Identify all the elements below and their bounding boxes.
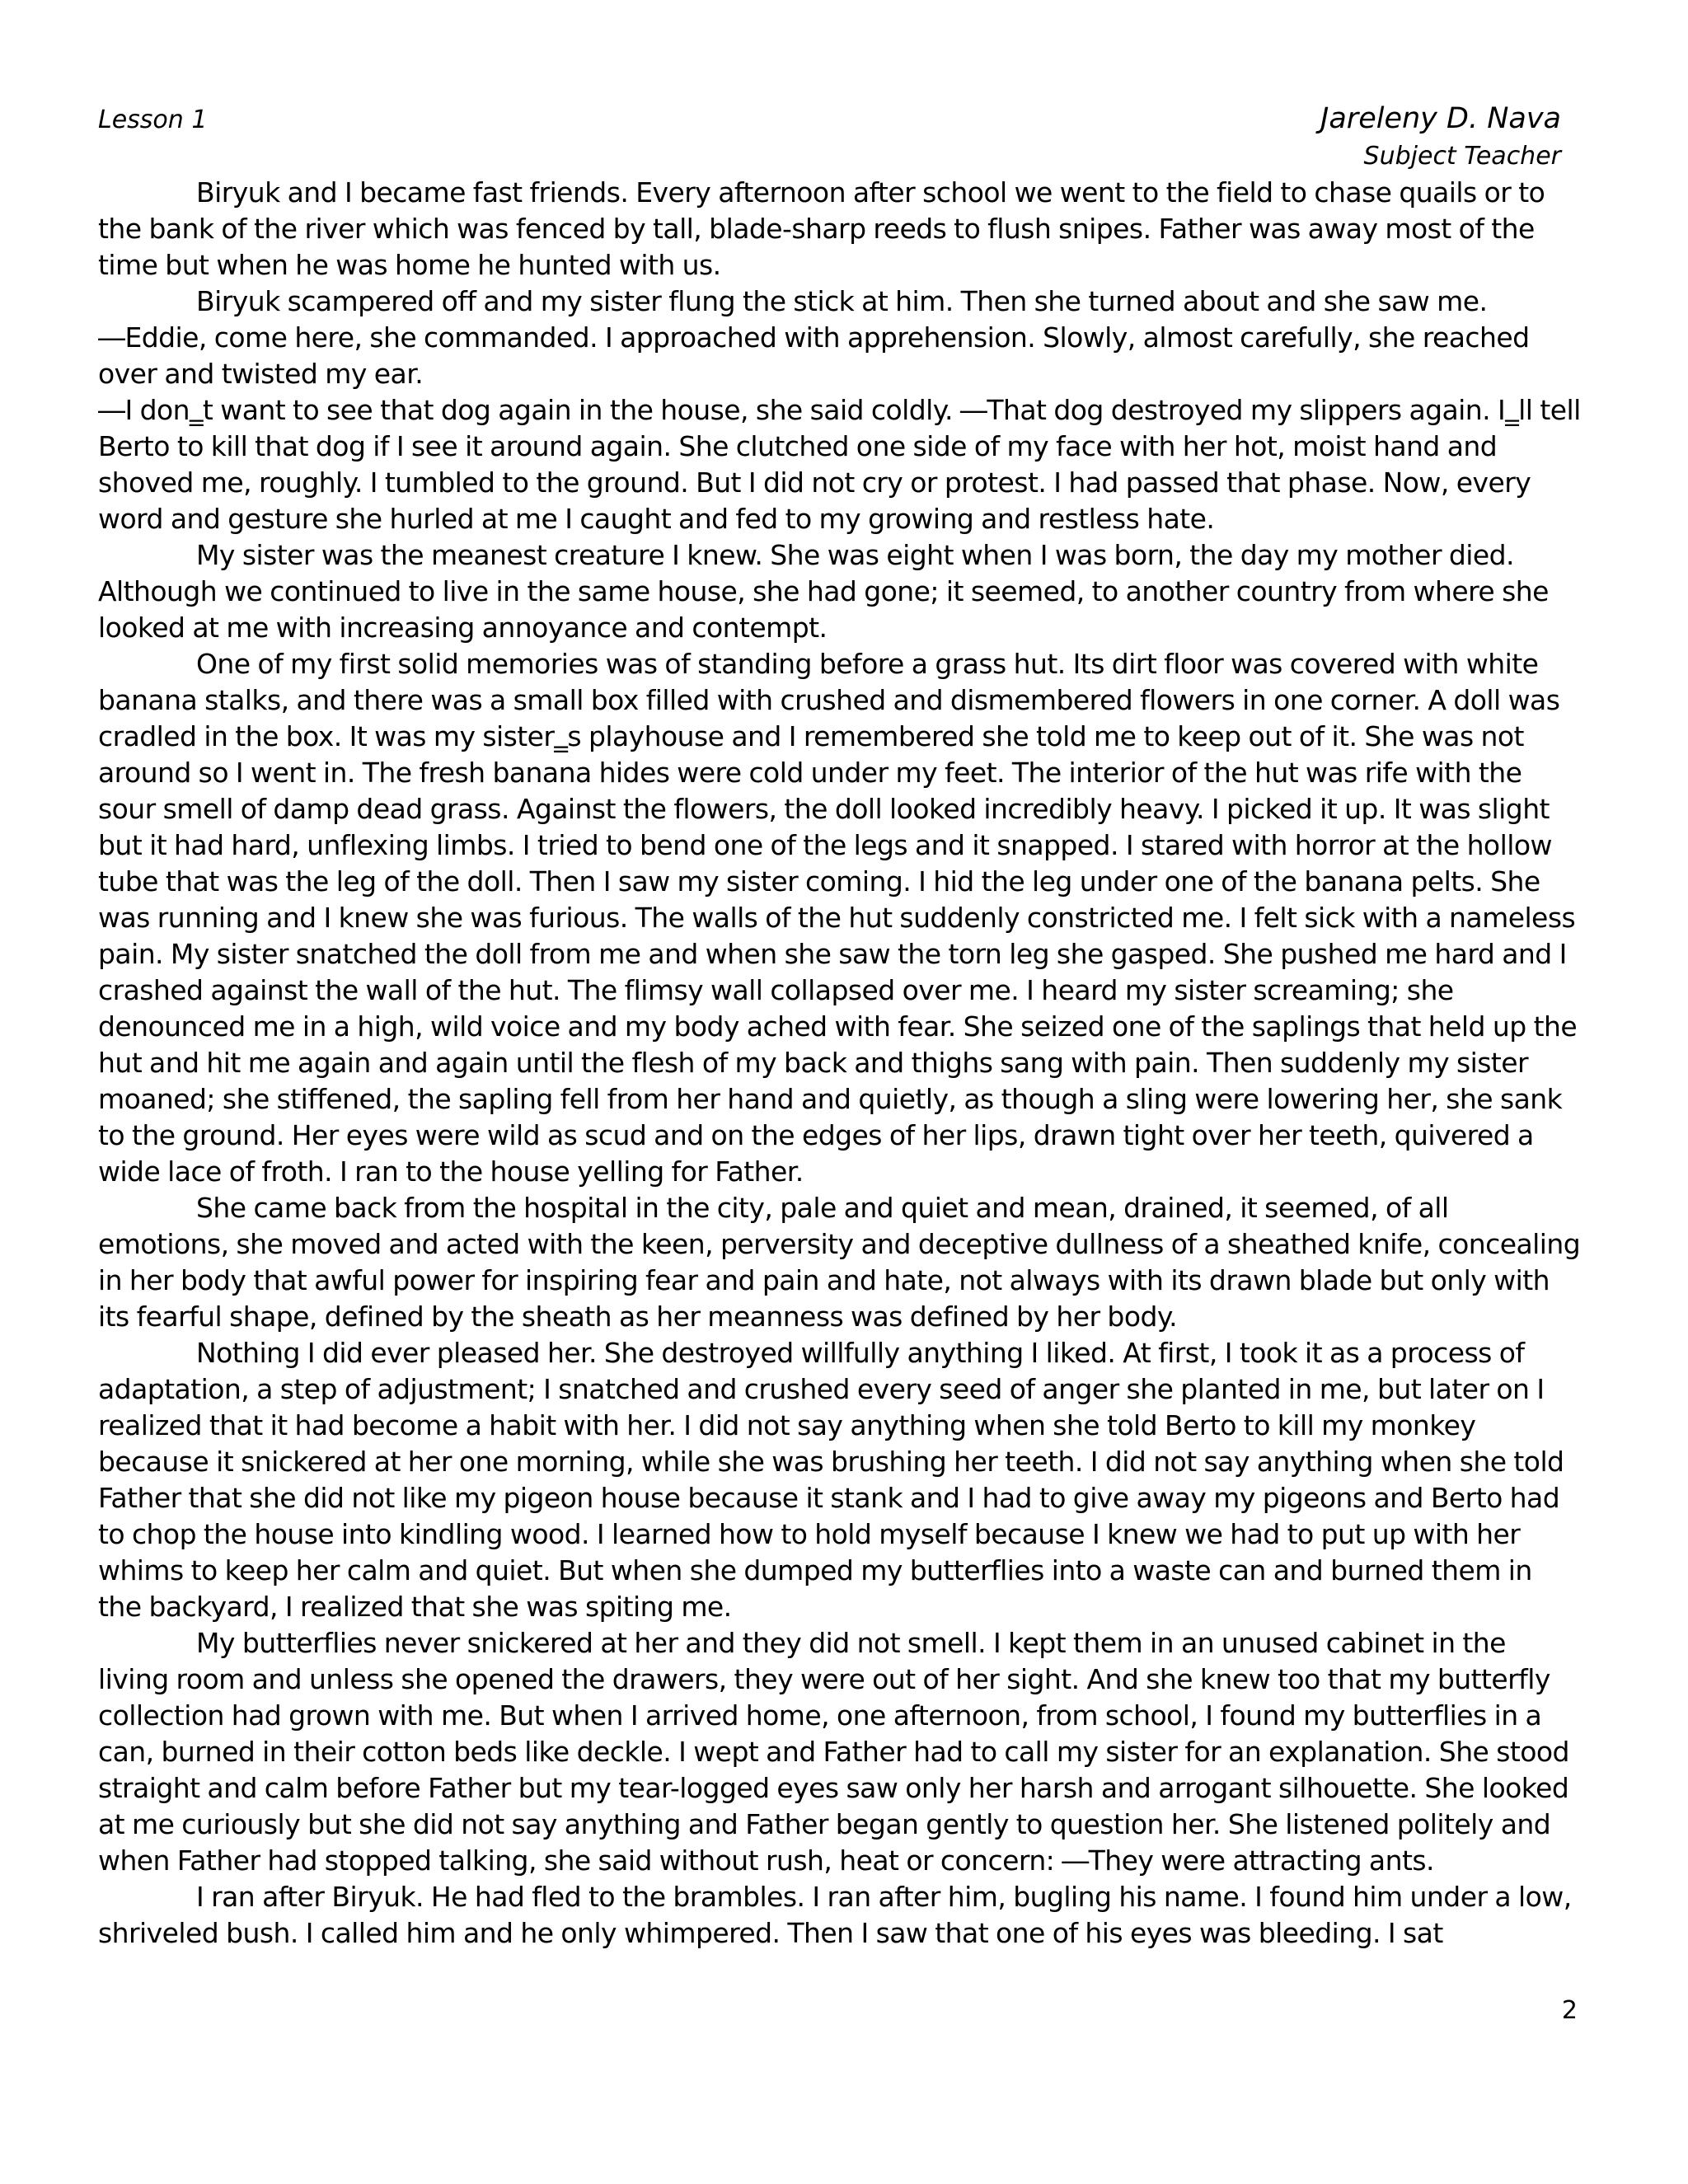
- teacher-role: Subject Teacher: [1363, 142, 1561, 171]
- paragraph-3: ―I don‗t want to see that dog again in the house, she said coldly. ―That dog destroyed my slippers again. I‗ll tell Berto to kill that dog if I see it around again. She clutched one side of my face with her hot, moist hand and shoved me, roughly. I tumbled to the ground. But I did not cry or protest. I had passed that phase. Now, every word and gesture she hurled at me I caught and fed to my growing and restless hate.: [98, 394, 1581, 535]
- paragraph-8: My butterflies never snickered at her and they did not smell. I kept them in an unused cabinet in the living room and unless she opened the drawers, they were out of her sight. And she knew too that my butterfly collection had grown with me. But when I arrived home, one afternoon, from school, I found my butterflies in a can, burned in their cotton beds like deckle. I wept and Father had to call my sister for an explanation. She stood straight and calm before Father but my tear-logged eyes saw only her harsh and arrogant silhouette. She looked at me curiously but she did not say anything and Father began gently to question her. She listened politely and when Father had stopped talking, she said without rush, heat or concern: ―They were attracting ants.: [98, 1627, 1569, 1877]
- paragraph-5: One of my first solid memories was of standing before a grass hut. Its dirt floor was covered with white banana stalks, and there was a small box filled with crushed and dismembered flowers in one corner. A doll was cradled in the box. It was my sister‗s playhouse and I remembered she told me to keep out of it. She was not around so I went in. The fresh banana hides were cold under my feet. The interior of the hut was rife with the sour smell of damp dead grass. Against the flowers, the doll looked incredibly heavy. I picked it up. It was slight but it had hard, unflexing limbs. I tried to bend one of the legs and it snapped. I stared with horror at the hollow tube that was the leg of the doll. Then I saw my sister coming. I hid the leg under one of the banana pelts. She was running and I knew she was furious. The walls of the hut suddenly constricted me. I felt sick with a nameless pain. My sister snatched the doll from me and when she saw the torn leg she gasped. She pushed me hard and I crashed against the wall of the hut. The flimsy wall collapsed over me. I heard my sister screaming; she denounced me in a high, wild voice and my body ached with fear. She seized one of the saplings that held up the hut and hit me again and again until the flesh of my back and thighs sang with pain. Then suddenly my sister moaned; she stiffened, the sapling fell from her hand and quietly, as though a sling were lowering her, she sank to the ground. Her eyes were wild as scud and on the edges of her lips, drawn tight over her teeth, quivered a wide lace of froth. I ran to the house yelling for Father.: [98, 648, 1578, 1188]
- paragraph-7: Nothing I did ever pleased her. She destroyed willfully anything I liked. At first, I took it as a process of adaptation, a step of adjustment; I snatched and crushed every seed of anger she planted in me, but later on I realized that it had become a habit with her. I did not say anything when she told Berto to kill my monkey because it snickered at her one morning, while she was brushing her teeth. I did not say anything when she told Father that she did not like my pigeon house because it stank and I had to give away my pigeons and Berto had to chop the house into kindling wood. I learned how to hold myself because I knew we had to put up with her whims to keep her calm and quiet. But when she dumped my butterflies into a waste can and burned them in the backyard, I realized that she was spiting me.: [98, 1337, 1564, 1623]
- paragraph-4: My sister was the meanest creature I knew. She was eight when I was born, the day my mother died. Although we continued to live in the same house, she had gone; it seemed, to another country from where she looked at me with increasing annoyance and contempt.: [98, 539, 1549, 644]
- paragraph-1: Biryuk and I became fast friends. Every afternoon after school we went to the field to chase quails or to the bank of the river which was fenced by tall, blade-sharp reeds to flush snipes. Father was away most of the time but when he was home he hunted with us.: [98, 176, 1545, 281]
- paragraph-6: She came back from the hospital in the city, pale and quiet and mean, drained, it seemed, of all emotions, she moved and acted with the keen, perversity and deceptive dullness of a sheathed knife, concealing in her body that awful power for inspiring fear and pain and hate, not always with its drawn blade but only with its fearful shape, defined by the sheath as her meanness was defined by her body.: [98, 1192, 1581, 1333]
- story-body: [98, 175, 1582, 1952]
- lesson-label: Lesson 1: [98, 105, 208, 134]
- paragraph-2: Biryuk scampered off and my sister flung the stick at him. Then she turned about and she saw me. ―Eddie, come here, she commanded. I approached with apprehension. Slowly, almost carefully, she reached over and twisted my ear.: [98, 285, 1530, 390]
- teacher-name: Jareleny D. Nava: [1320, 102, 1561, 135]
- paragraph-9: I ran after Biryuk. He had fled to the brambles. I ran after him, bugling his name. I found him under a low, shriveled bush. I called him and he only whimpered. Then I saw that one of his eyes was bleeding. I sat: [98, 1881, 1572, 1949]
- page-number: 2: [1561, 1996, 1578, 2025]
